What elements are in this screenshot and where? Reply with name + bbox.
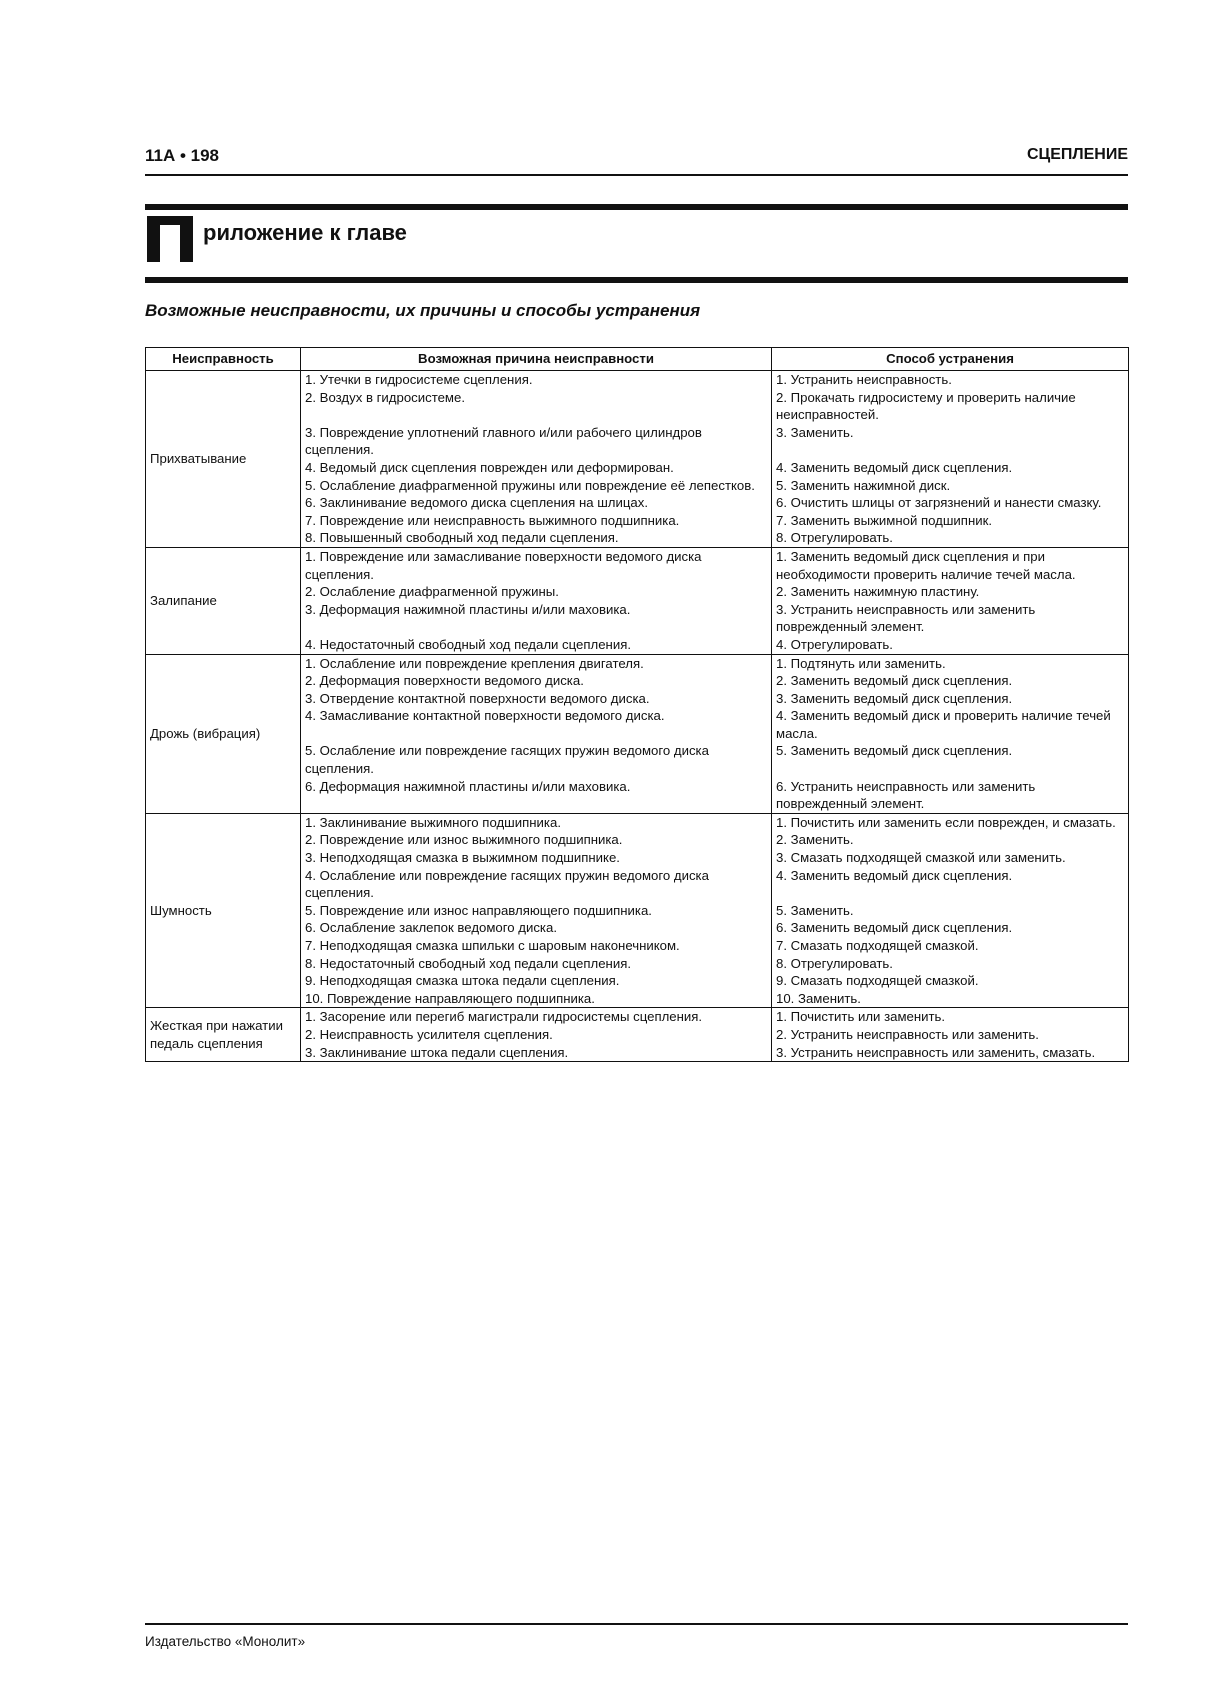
cause-cell: 3. Повреждение уплотнений главного и/или рабочего цилиндров сцепления.: [301, 424, 772, 459]
cause-cell: 2. Деформация поверхности ведомого диска.: [301, 672, 772, 690]
table-row: [146, 1008, 1129, 1026]
cause-cell: 3. Неподходящая смазка в выжимном подшипнике.: [301, 849, 772, 867]
cause-cell: 7. Повреждение или неисправность выжимного подшипника.: [301, 512, 772, 530]
header-rule: [145, 174, 1128, 176]
fix-cell: 8. Отрегулировать.: [772, 955, 1129, 973]
fix-cell: 6. Заменить ведомый диск сцепления.: [772, 919, 1129, 937]
cause-cell: 1. Заклинивание выжимного подшипника.: [301, 813, 772, 831]
fix-cell: 9. Смазать подходящей смазкой.: [772, 972, 1129, 990]
fault-cell: Шумность: [146, 813, 301, 1008]
cause-cell: 5. Ослабление диафрагменной пружины или повреждение её лепестков.: [301, 477, 772, 495]
cause-cell: 9. Неподходящая смазка штока педали сцепления.: [301, 972, 772, 990]
fault-cell: Жесткая при нажатии педаль сцепления: [146, 1008, 301, 1062]
column-header: Возможная причина неисправности: [301, 348, 772, 371]
publisher: Издательство «Монолит»: [145, 1634, 306, 1649]
fix-cell: 8. Отрегулировать.: [772, 529, 1129, 547]
fix-cell: 6. Очистить шлицы от загрязнений и нанести смазку.: [772, 494, 1129, 512]
table-body: [146, 371, 1129, 1062]
cause-cell: 6. Заклинивание ведомого диска сцепления на шлицах.: [301, 494, 772, 512]
fault-cell: Прихватывание: [146, 371, 301, 548]
fix-cell: 4. Отрегулировать.: [772, 636, 1129, 654]
cause-cell: 5. Повреждение или износ направляющего подшипника.: [301, 902, 772, 920]
table-header-row: [146, 348, 1129, 371]
cause-cell: 4. Ведомый диск сцепления поврежден или деформирован.: [301, 459, 772, 477]
cause-cell: 3. Заклинивание штока педали сцепления.: [301, 1044, 772, 1062]
cause-cell: 7. Неподходящая смазка шпильки с шаровым наконечником.: [301, 937, 772, 955]
fix-cell: 2. Заменить ведомый диск сцепления.: [772, 672, 1129, 690]
cause-cell: 4. Ослабление или повреждение гасящих пружин ведомого диска сцепления.: [301, 867, 772, 902]
fix-cell: 3. Заменить.: [772, 424, 1129, 459]
fix-cell: 2. Заменить нажимную пластину.: [772, 583, 1129, 601]
fix-cell: 7. Смазать подходящей смазкой.: [772, 937, 1129, 955]
title-text: риложение к главе: [203, 220, 407, 245]
table-row: [146, 654, 1129, 672]
fix-cell: 3. Заменить ведомый диск сцепления.: [772, 690, 1129, 708]
section-title: СЦЕПЛЕНИЕ: [1026, 146, 1128, 163]
fix-cell: 5. Заменить нажимной диск.: [772, 477, 1129, 495]
cause-cell: 8. Недостаточный свободный ход педали сцепления.: [301, 955, 772, 973]
table-row: [146, 371, 1129, 389]
faults-table: [145, 347, 1129, 1062]
fix-cell: 1. Почистить или заменить если поврежден, и смазать.: [772, 813, 1129, 831]
page-number: 11А • 198: [145, 146, 220, 165]
cause-cell: 2. Воздух в гидросистеме.: [301, 389, 772, 424]
page-header: [145, 146, 1128, 168]
fix-cell: 6. Устранить неисправность или заменить поврежденный элемент.: [772, 778, 1129, 814]
fix-cell: 5. Заменить.: [772, 902, 1129, 920]
cause-cell: 3. Деформация нажимной пластины и/или маховика.: [301, 601, 772, 636]
fault-cell: Дрожь (вибрация): [146, 654, 301, 813]
cause-cell: 4. Недостаточный свободный ход педали сцепления.: [301, 636, 772, 654]
fix-cell: 4. Заменить ведомый диск и проверить наличие течей масла.: [772, 707, 1129, 742]
cause-cell: 4. Замасливание контактной поверхности ведомого диска.: [301, 707, 772, 742]
fix-cell: 10. Заменить.: [772, 990, 1129, 1008]
title-top-rule: [145, 204, 1128, 210]
fix-cell: 1. Почистить или заменить.: [772, 1008, 1129, 1026]
table-row: [146, 813, 1129, 831]
fix-cell: 7. Заменить выжимной подшипник.: [772, 512, 1129, 530]
cause-cell: 1. Повреждение или замасливание поверхности ведомого диска сцепления.: [301, 547, 772, 583]
cause-cell: 10. Повреждение направляющего подшипника.: [301, 990, 772, 1008]
chapter-appendix-title: [145, 212, 1128, 272]
fix-cell: 3. Устранить неисправность или заменить, смазать.: [772, 1044, 1129, 1062]
cause-cell: 3. Отвердение контактной поверхности ведомого диска.: [301, 690, 772, 708]
table-subtitle: Возможные неисправности, их причины и способы устранения: [145, 301, 701, 320]
fix-cell: 2. Устранить неисправность или заменить.: [772, 1026, 1129, 1044]
cause-cell: 2. Повреждение или износ выжимного подшипника.: [301, 831, 772, 849]
fix-cell: 2. Заменить.: [772, 831, 1129, 849]
cause-cell: 2. Неисправность усилителя сцепления.: [301, 1026, 772, 1044]
cause-cell: 6. Ослабление заклепок ведомого диска.: [301, 919, 772, 937]
fix-cell: 1. Заменить ведомый диск сцепления и при необходимости проверить наличие течей масла.: [772, 547, 1129, 583]
fix-cell: 1. Устранить неисправность.: [772, 371, 1129, 389]
cause-cell: 1. Ослабление или повреждение крепления двигателя.: [301, 654, 772, 672]
column-header: Способ устранения: [772, 348, 1129, 371]
fix-cell: 4. Заменить ведомый диск сцепления.: [772, 867, 1129, 902]
cause-cell: 1. Утечки в гидросистеме сцепления.: [301, 371, 772, 389]
footer-rule: [145, 1623, 1128, 1625]
cause-cell: 2. Ослабление диафрагменной пружины.: [301, 583, 772, 601]
fault-cell: Залипание: [146, 547, 301, 654]
column-header: Неисправность: [146, 348, 301, 371]
table-row: [146, 547, 1129, 583]
fix-cell: 5. Заменить ведомый диск сцепления.: [772, 742, 1129, 777]
fix-cell: 3. Устранить неисправность или заменить поврежденный элемент.: [772, 601, 1129, 636]
fix-cell: 2. Прокачать гидросистему и проверить наличие неисправностей.: [772, 389, 1129, 424]
cause-cell: 8. Повышенный свободный ход педали сцепления.: [301, 529, 772, 547]
cause-cell: 1. Засорение или перегиб магистрали гидросистемы сцепления.: [301, 1008, 772, 1026]
title-bottom-rule: [145, 277, 1128, 283]
cause-cell: 6. Деформация нажимной пластины и/или маховика.: [301, 778, 772, 814]
initial-letter: [147, 216, 193, 262]
fix-cell: 3. Смазать подходящей смазкой или заменить.: [772, 849, 1129, 867]
cause-cell: 5. Ослабление или повреждение гасящих пружин ведомого диска сцепления.: [301, 742, 772, 777]
fix-cell: 4. Заменить ведомый диск сцепления.: [772, 459, 1129, 477]
fix-cell: 1. Подтянуть или заменить.: [772, 654, 1129, 672]
